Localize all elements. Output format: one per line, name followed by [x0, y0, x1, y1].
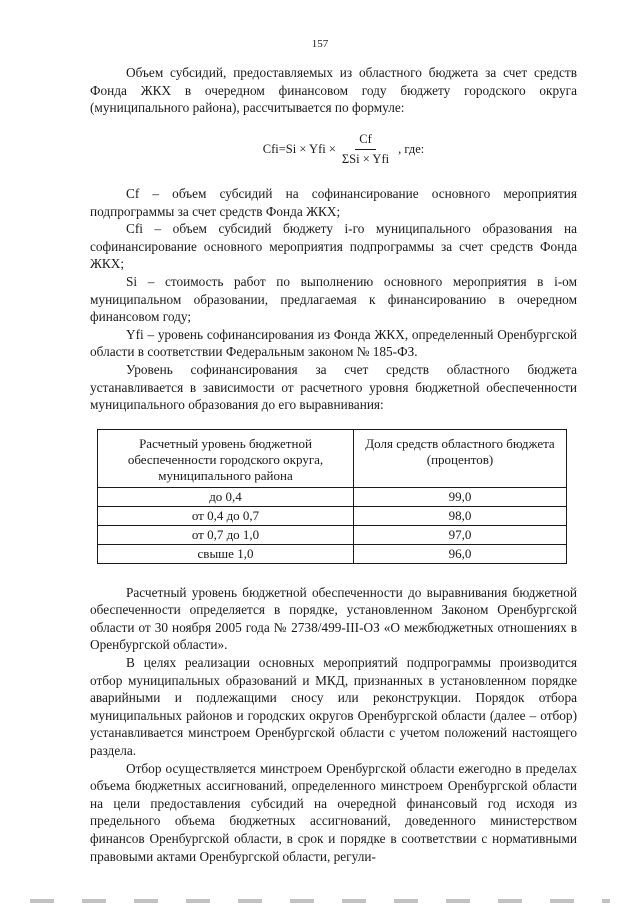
table-row: [98, 525, 567, 544]
definition-cfi: Cfi – объем субсидий бюджету i-го муниципального образования на софинансирование основного мероприятия подпрограммы за счет средств Фонда ЖКХ;: [90, 221, 577, 272]
cell-share: 99,0: [354, 487, 567, 506]
paragraph-budget-level: Расчетный уровень бюджетной обеспеченности до выравнивания бюджетной обеспеченности определяется в порядке, установленном Законом Оренбургской области от 30 ноября 2005 года № 2738/499-III-ОЗ «О межбюджетных отношениях в Оренбургской области».: [90, 584, 577, 653]
table-header-row: [98, 429, 567, 487]
formula-fraction: [338, 131, 393, 169]
cell-level: свыше 1,0: [98, 544, 354, 563]
subsidy-formula: [110, 131, 577, 169]
formula-tail: , где:: [398, 142, 425, 157]
table-row: [98, 506, 567, 525]
definition-si: Si – стоимость работ по выполнению основного мероприятия в i-ом муниципальном образовании, предлагаемая к финансированию в очередном финансовом году;: [90, 273, 577, 325]
intro-paragraph: Объем субсидий, предоставляемых из областного бюджета за счет средств Фонда ЖКХ в очередном финансовом году бюджету городского округа (муниципального района), рассчитывается по формуле:: [90, 65, 577, 116]
table-intro-paragraph: Уровень софинансирования за счет средств областного бюджета устанавливается в зависимости от расчетного уровня бюджетной обеспеченности муниципального образования до его выравнивания:: [90, 361, 577, 413]
table-row: [98, 487, 567, 506]
page-number: 157: [311, 38, 329, 50]
cofinancing-table: [97, 429, 567, 564]
definition-cf: Cf – объем субсидий на софинансирование основного мероприятия подпрограммы за счет средств Фонда ЖКХ;: [90, 185, 577, 219]
formula-denominator: ΣSi × Yfi: [341, 152, 390, 167]
formula-numerator: Cf: [355, 131, 376, 151]
formula-lhs: Cfi=Si × Yfi ×: [262, 142, 336, 157]
cell-share: 96,0: [354, 544, 567, 563]
cell-level: от 0,7 до 1,0: [98, 525, 354, 544]
cell-share: 98,0: [354, 506, 567, 525]
scan-artifact-strip: [30, 899, 610, 903]
cell-level: от 0,4 до 0,7: [98, 506, 354, 525]
table-row: [98, 544, 567, 563]
header-regional-share: Доля средств областного бюджета (процентов): [354, 429, 567, 487]
cell-share: 97,0: [354, 525, 567, 544]
paragraph-selection-procedure: Отбор осуществляется минстроем Оренбургской области ежегодно в пределах объема бюджетных ассигнований, определенного минстроем Оренбургской области на цели предоставления субсидий на очередной финансовый год исходя из предельного объема бюджетных ассигнований, доведенного министерством финансов Оренбургской области, в срок и порядке в соответствии с нормативными правовыми актами Оренбургской области, регули-: [90, 760, 577, 864]
paragraph-selection: В целях реализации основных мероприятий подпрограммы производится отбор муниципальных образований и МКД, признанных в установленном порядке аварийными и подлежащими сносу или реконструкции. Порядок отбора муниципальных районов и городских округов Оренбургской области (далее – отбор) устанавливается минстроем Оренбургской области с учетом положений настоящего раздела.: [90, 655, 577, 759]
header-budget-level: Расчетный уровень бюджетной обеспеченности городского округа, муниципального района: [98, 429, 354, 487]
cell-level: до 0,4: [98, 487, 354, 506]
document-body: [90, 64, 577, 865]
definition-yfi: Yfi – уровень софинансирования из Фонда ЖКХ, определенный Оренбургской области в соответствии Федеральным законом № 185-ФЗ.: [90, 326, 577, 360]
